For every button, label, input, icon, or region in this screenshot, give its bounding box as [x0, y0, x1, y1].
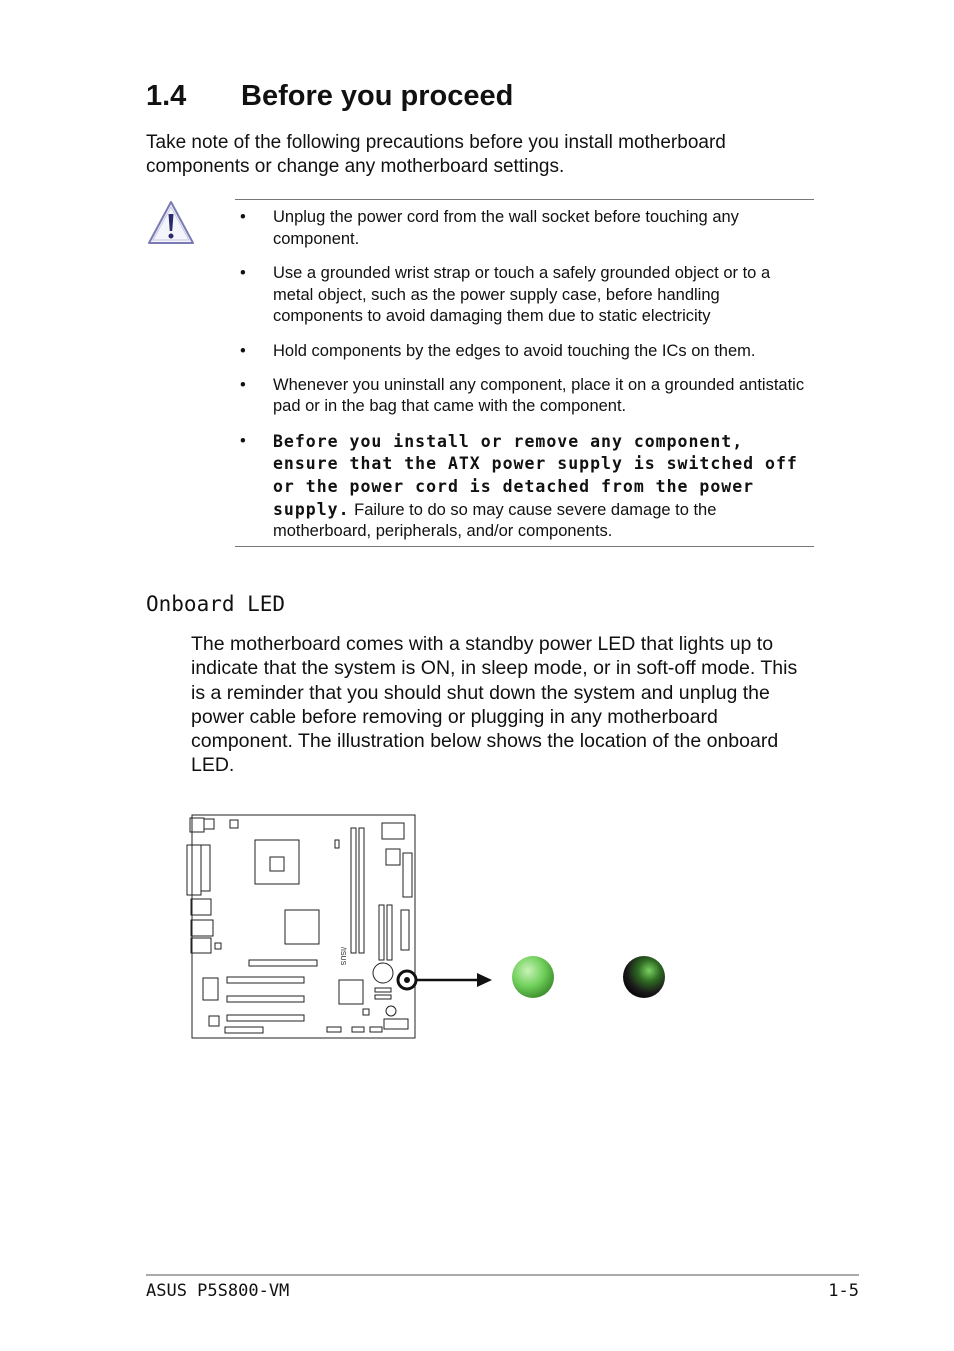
ide-connector [379, 905, 384, 960]
section-title [146, 80, 513, 113]
dimm-slot [351, 828, 356, 953]
small-connector [370, 1027, 382, 1032]
small-connector [375, 988, 391, 992]
small-connector [335, 840, 339, 848]
io-port [187, 845, 201, 895]
onboard-led [404, 977, 410, 983]
caution-item [240, 207, 812, 250]
small-connector [327, 1027, 341, 1032]
section-heading: Before you proceed [241, 80, 514, 112]
ide-connector [401, 910, 409, 950]
pci-slot [227, 977, 304, 983]
small-connector [352, 1027, 364, 1032]
ide-connector [387, 905, 392, 960]
section-number: 1.4 [146, 80, 187, 112]
bullet-icon: • [240, 375, 246, 394]
super-io-chip [339, 980, 363, 1004]
small-connector [225, 1027, 263, 1033]
footer-divider [146, 1274, 859, 1276]
caution-list [240, 207, 812, 556]
buzzer [386, 1006, 396, 1016]
onboard-led-heading: Onboard LED [146, 592, 286, 616]
caution-item-emphasis: Before you install or remove any component, ensure that the ATX power supply is switched off or the power cord is detached from the power supply. [273, 431, 798, 519]
pci-slot [249, 960, 317, 966]
small-connector [382, 823, 404, 839]
caution-item [240, 431, 812, 544]
bullet-icon: • [240, 263, 246, 282]
io-port [191, 920, 213, 936]
led-on-indicator [512, 956, 554, 998]
caution-item-text: Unplug the power cord from the wall socket before touching any component. [273, 208, 739, 248]
io-port [191, 938, 211, 953]
pci-slot [227, 1015, 304, 1021]
small-connector [386, 849, 400, 865]
mount-hole [230, 820, 238, 828]
caution-item [240, 341, 812, 363]
intro-paragraph: Take note of the following precautions before you install motherboard components or change any motherboard settings. [146, 132, 726, 177]
io-port [191, 899, 211, 915]
small-connector [215, 943, 221, 949]
footer-product-name: ASUS P5S800-VM [146, 1281, 290, 1301]
board-outline [192, 815, 415, 1038]
pci-slot [227, 996, 304, 1002]
caution-top-divider [235, 199, 814, 200]
small-connector [363, 1009, 369, 1015]
bullet-icon: • [240, 341, 246, 360]
small-connector [375, 995, 391, 999]
cpu-core [270, 857, 284, 871]
onboard-led-paragraph: The motherboard comes with a standby power LED that lights up to indicate that the system is ON, in sleep mode, or in soft-off mode. This is a reminder that you should shut down the system and unplug the power cable before removing or plugging in any motherboard component. The illustration below shows the location of the onboard LED. [191, 633, 798, 777]
caution-item-text: Whenever you uninstall any component, place it on a grounded antistatic pad or in the bag that came with the component. [273, 375, 805, 416]
led-off-indicator [623, 956, 665, 998]
warning-triangle-icon [146, 199, 196, 247]
board-logo: /ISUS [339, 947, 346, 966]
cpu-socket [255, 840, 299, 884]
caution-item-text: Hold components by the edges to avoid touching the ICs on them. [273, 341, 756, 360]
front-panel-header [384, 1019, 408, 1029]
io-port [201, 845, 210, 891]
caution-item-text: Failure to do so may cause severe damage to the motherboard, peripherals, and/or components. [273, 500, 717, 541]
bullet-icon: • [240, 431, 246, 450]
io-port [204, 819, 214, 829]
ide-connector [403, 853, 412, 897]
battery [373, 963, 393, 983]
motherboard-led-diagram [180, 805, 680, 1050]
chipset [285, 910, 319, 944]
dimm-slot [359, 828, 364, 953]
caution-item [240, 375, 812, 418]
caution-bottom-divider [235, 546, 814, 547]
caution-item-text: Use a grounded wrist strap or touch a safely grounded object or to a metal object, such as the power supply case, before handling components to avoid damaging them due to static electricity [273, 263, 771, 326]
footer-page-number: 1-5 [828, 1281, 859, 1301]
pointer-arrow-head [477, 973, 492, 987]
bullet-icon: • [240, 208, 246, 226]
small-connector [209, 1016, 219, 1026]
small-connector [203, 978, 218, 1000]
caution-item [240, 263, 812, 328]
